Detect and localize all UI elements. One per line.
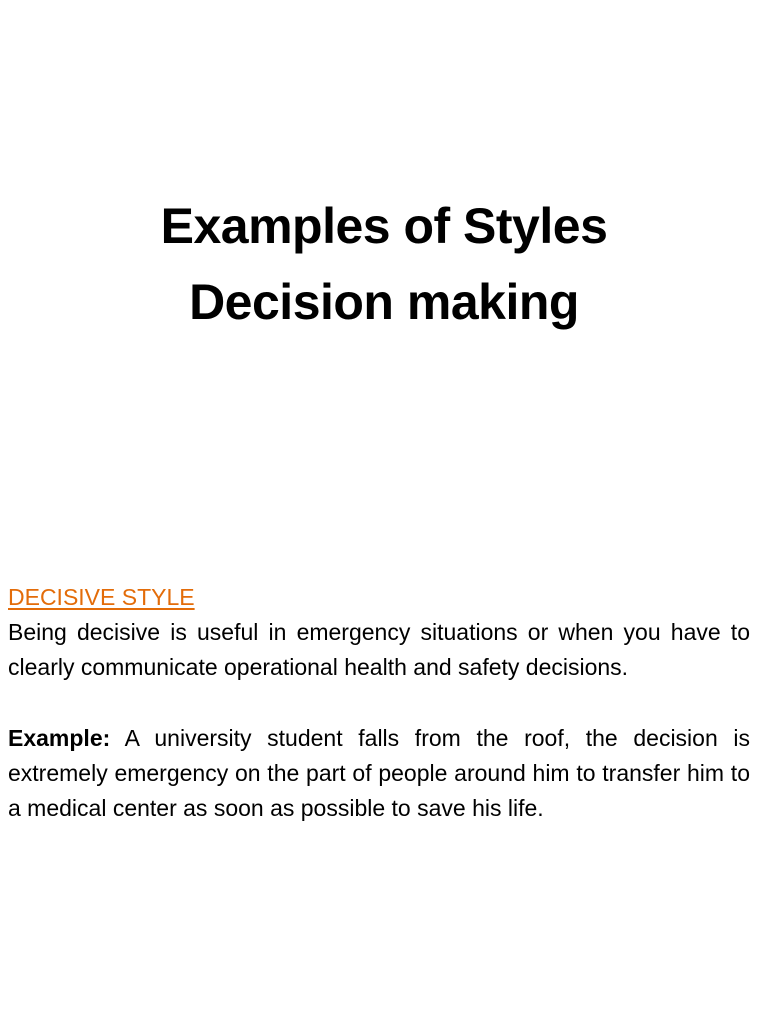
section-heading: DECISIVE STYLE <box>8 584 195 610</box>
paragraph-spacer <box>8 686 750 721</box>
description-paragraph: Being decisive is useful in emergency situations or when you have to clearly communicate operational health and safety decisions. <box>8 619 750 681</box>
page-title <box>0 188 768 340</box>
title-line-2: Decision making <box>189 274 579 330</box>
example-text: A university student falls from the roof, the decision is extremely emergency on the part of people around him to transfer him to a medical center as soon as possible to save his life. <box>8 724 751 822</box>
example-label: Example: <box>8 724 111 751</box>
title-line-1: Examples of Styles <box>160 198 608 254</box>
example-paragraph <box>8 721 750 827</box>
content-body <box>8 580 750 826</box>
